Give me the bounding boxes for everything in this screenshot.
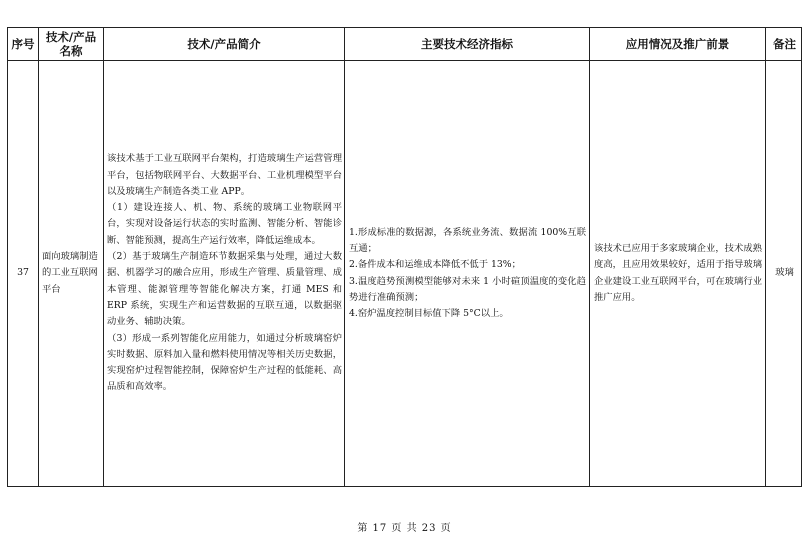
intro-paragraph: （3）形成一系列智能化应用能力，如通过分析玻璃窑炉实时数据、原料加入量和燃料使用情况等相关历史数据，实现窑炉过程智能控制，保障窑炉生产过程的低能耗、高品质和高效率。 <box>107 332 342 393</box>
header-remark: 备注 <box>773 37 796 51</box>
header-name-line2: 名称 <box>59 44 83 58</box>
cell-seq <box>8 61 38 486</box>
intro-paragraph: （2）基于玻璃生产制造环节数据采集与处理，通过大数据、机器学习的融合应用，形成生产管理、质量管理、成本管理、能源管理等智能化解决方案，打通 MES 和 ERP 系统，实现生产和运营数据的互联互通，以数据驱动业务、辅助决策。 <box>107 251 342 328</box>
remark-value: 玻璃 <box>775 267 794 279</box>
intro-paragraph: 该技术基于工业互联网平台架构，打造玻璃生产运营管理平台，包括物联网平台、大数据平台、工业机理模型平台以及玻璃生产制造各类工业 APP。 <box>107 153 342 197</box>
application-text: 该技术已应用于多家玻璃企业，技术成熟度高，且应用效果较好，适用于指导玻璃企业建设工业互联网平台，可在玻璃行业推广应用。 <box>594 242 762 303</box>
header-indicators: 主要技术经济指标 <box>421 37 513 51</box>
intro-paragraph: （1）建设连接人、机、物、系统的玻璃工业物联网平台，实现对设备运行状态的实时监测、智能分析、智能诊断、智能预测，提高生产运行效率，降低运维成本。 <box>107 202 342 246</box>
header-name-line1: 技术/产品 <box>45 30 97 44</box>
seq-value: 37 <box>17 267 29 279</box>
page-footer: 第 17 页 共 23 页 <box>357 523 452 534</box>
product-table <box>7 27 802 487</box>
cell-remark <box>766 61 803 486</box>
indicator-item: 4.窑炉温度控制目标值下降 5°C以上。 <box>349 308 509 320</box>
header-application: 应用情况及推广前景 <box>625 37 730 51</box>
indicators-text <box>349 225 586 323</box>
header-intro: 技术/产品简介 <box>187 37 261 51</box>
cell-application <box>590 61 765 486</box>
header-seq: 序号 <box>11 37 35 51</box>
cell-name <box>39 61 103 486</box>
intro-text <box>107 151 342 395</box>
product-name: 面向玻璃制造的工业互联网平台 <box>42 251 98 295</box>
indicator-item: 3.温度趋势预测模型能够对未来 1 小时碹顶温度的变化趋势进行准确预测； <box>349 275 586 303</box>
indicator-item: 2.备件成本和运维成本降低不低于 13%； <box>349 259 521 271</box>
header-name <box>39 28 103 60</box>
indicator-item: 1.形成标准的数据源，各系统业务流、数据流 100%互联互通； <box>349 226 586 254</box>
cell-intro <box>104 61 344 486</box>
cell-indicators <box>345 61 589 486</box>
